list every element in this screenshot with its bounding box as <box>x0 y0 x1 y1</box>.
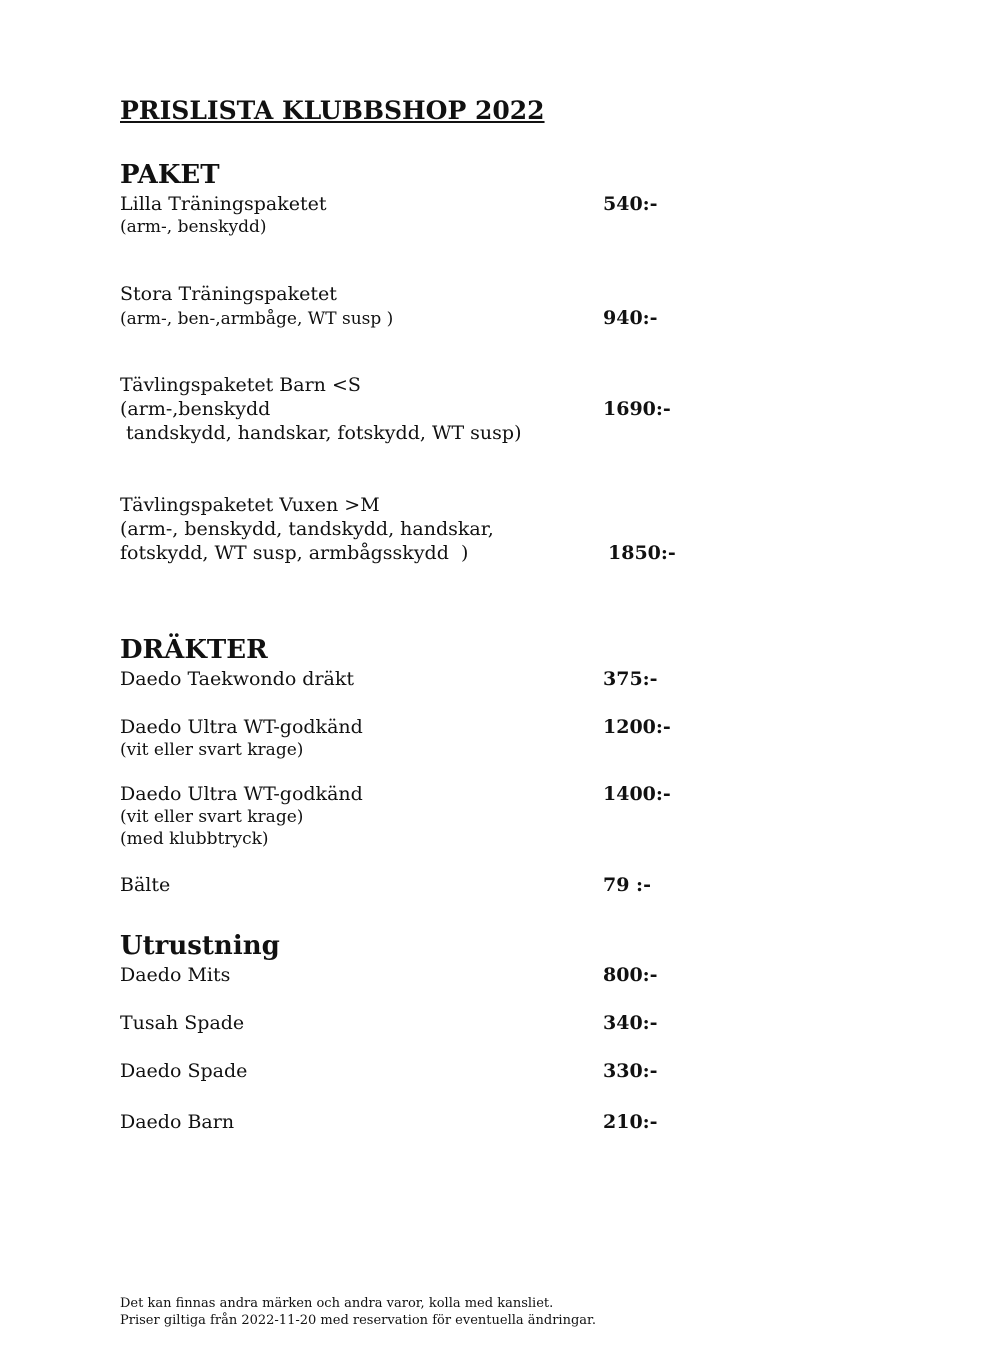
item-detail: tandskydd, handskar, fotskydd, WT susp) <box>120 422 522 444</box>
item-price: 330:- <box>603 1060 658 1082</box>
section-heading-paket: PAKET <box>120 160 220 190</box>
footer-note: Det kan finnas andra märken och andra varor, kolla med kansliet. <box>120 1296 554 1311</box>
item-detail: (arm-, benskydd) <box>120 217 267 237</box>
item-name: Daedo Spade <box>120 1060 248 1082</box>
section-heading-drakter: DRÄKTER <box>120 635 268 665</box>
item-detail: (vit eller svart krage) <box>120 807 304 827</box>
item-name: Tävlingspaketet Vuxen >M <box>120 494 380 516</box>
item-price: 210:- <box>603 1111 658 1133</box>
item-name: Daedo Ultra WT-godkänd <box>120 716 363 738</box>
item-detail: (arm-, ben-,armbåge, WT susp ) <box>120 309 394 329</box>
item-price: 79 :- <box>603 874 651 896</box>
section-heading-utrustning: Utrustning <box>120 931 280 961</box>
item-detail: fotskydd, WT susp, armbågsskydd ) <box>120 542 469 564</box>
item-price: 540:- <box>603 193 658 215</box>
item-price: 800:- <box>603 964 658 986</box>
item-name: Bälte <box>120 874 171 896</box>
item-name: Tävlingspaketet Barn <S <box>120 374 361 396</box>
item-name: Tusah Spade <box>120 1012 245 1034</box>
item-name: Stora Träningspaketet <box>120 283 337 305</box>
item-name: Daedo Taekwondo dräkt <box>120 668 355 690</box>
item-detail: (med klubbtryck) <box>120 829 269 849</box>
item-price: 1400:- <box>603 783 671 805</box>
item-price: 1690:- <box>603 398 671 420</box>
item-detail: (arm-,benskydd <box>120 398 271 420</box>
item-name: Daedo Ultra WT-godkänd <box>120 783 363 805</box>
item-name: Lilla Träningspaketet <box>120 193 327 215</box>
item-price: 1850:- <box>608 542 676 564</box>
item-detail: (arm-, benskydd, tandskydd, handskar, <box>120 518 494 540</box>
item-price: 940:- <box>603 307 658 329</box>
document-title: PRISLISTA KLUBBSHOP 2022 <box>120 96 545 125</box>
item-name: Daedo Mits <box>120 964 231 986</box>
item-detail: (vit eller svart krage) <box>120 740 304 760</box>
item-name: Daedo Barn <box>120 1111 235 1133</box>
item-price: 1200:- <box>603 716 671 738</box>
item-price: 375:- <box>603 668 658 690</box>
item-price: 340:- <box>603 1012 658 1034</box>
footer-note: Priser giltiga från 2022-11-20 med reservation för eventuella ändringar. <box>120 1313 596 1328</box>
